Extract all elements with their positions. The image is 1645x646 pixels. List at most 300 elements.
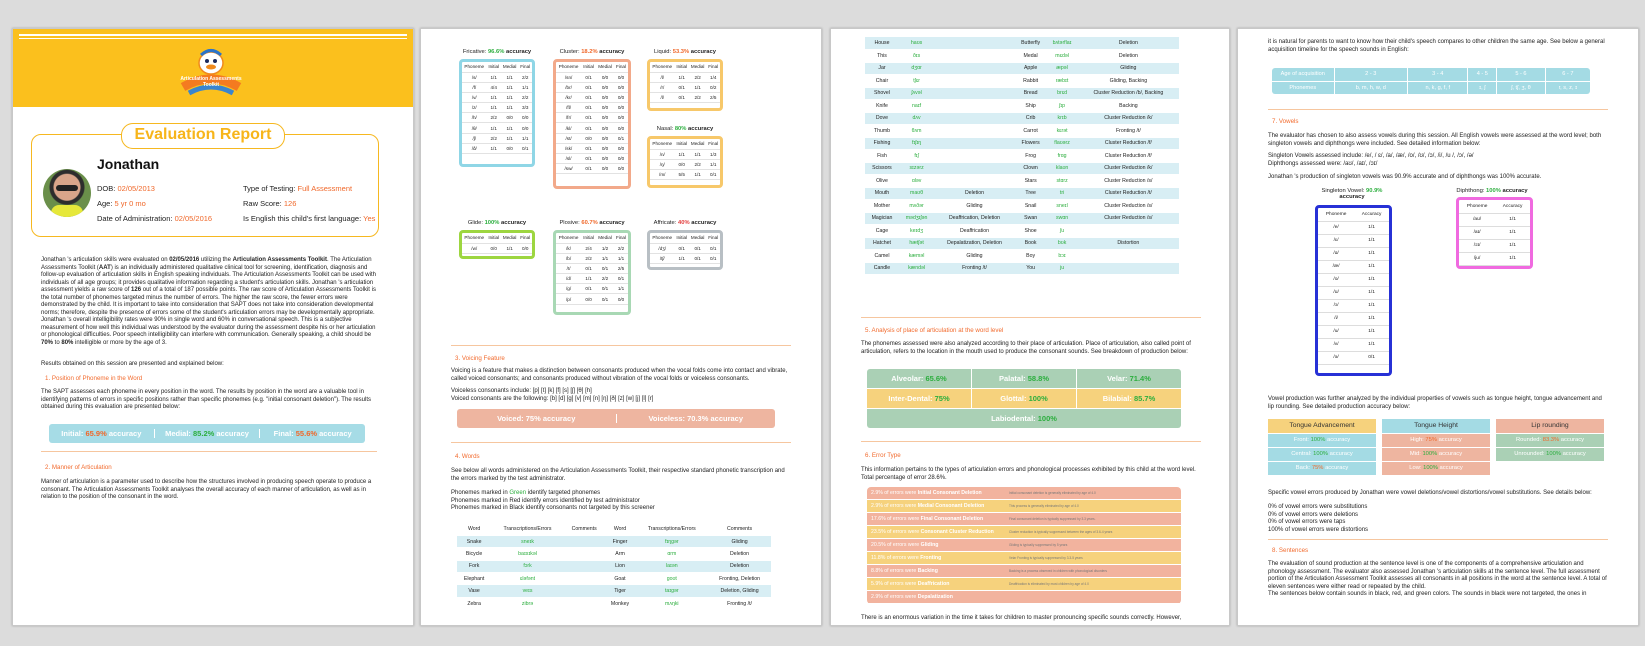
- property-acc: accuracy: [1327, 451, 1353, 457]
- table-cell: Thumb: [865, 125, 899, 138]
- table-cell: Mouth: [865, 187, 899, 200]
- legend-color-word: Green: [509, 490, 527, 496]
- place-cell: [867, 389, 971, 408]
- intro-run: Articulation Assessments Toolkit: [232, 257, 327, 263]
- acquisition-cell: r, s, z, ɪ: [1545, 81, 1590, 94]
- property-title: Tongue Advancement: [1268, 419, 1376, 433]
- tongue-advancement-table: [1268, 419, 1376, 475]
- table-cell: bʌtərflaɪ: [1046, 37, 1077, 50]
- acquisition-cell: 3 - 4: [1408, 68, 1468, 81]
- acquisition-cell: 2 - 3: [1334, 68, 1408, 81]
- table-row: [865, 125, 1179, 138]
- table-cell: 1/1: [486, 103, 500, 113]
- bar-label: Voiceless:: [648, 414, 688, 423]
- table-cell: 0/0: [596, 133, 614, 143]
- table-cell: 0/1: [674, 92, 688, 102]
- property-acc: accuracy: [1437, 451, 1463, 457]
- section-1-title: 1. Position of Phoneme in the Word: [45, 375, 143, 382]
- table-cell: [934, 50, 1015, 63]
- table-row: [865, 225, 1179, 238]
- table-cell: Rabbit: [1015, 75, 1047, 88]
- table-cell: ɑrm: [636, 548, 709, 560]
- table-cell: 2/4: [581, 243, 596, 253]
- table-cell: Dove: [865, 112, 899, 125]
- table-cell: Shoe: [1015, 225, 1047, 238]
- column-header: Medial: [689, 139, 707, 149]
- legend-item: [451, 505, 791, 513]
- legend-pre: Phonemes marked in: [451, 490, 510, 496]
- table-cell: Depalatization, Deletion: [934, 237, 1015, 250]
- place-value: 65.6%: [925, 374, 947, 383]
- table-row: [1318, 286, 1389, 299]
- table-cell: 1/1: [1354, 325, 1389, 338]
- cluster-acc: accuracy: [597, 49, 625, 55]
- error-row: [867, 590, 1181, 603]
- table-cell: Magician: [865, 212, 899, 225]
- table-row: [556, 274, 628, 284]
- table-cell: 0/0: [518, 243, 532, 253]
- table-cell: Tiger: [605, 585, 636, 597]
- acquisition-row: [1272, 81, 1590, 94]
- column-header: Initial: [674, 139, 688, 149]
- table-cell: 1/1: [501, 82, 519, 92]
- error-type-cell: [867, 513, 1005, 526]
- error-row: [867, 487, 1181, 500]
- table-cell: 1/1: [674, 72, 688, 82]
- property-label: Mid:: [1409, 451, 1423, 457]
- table-row: [865, 100, 1179, 113]
- age-value: 5 yr 0 mo: [114, 199, 146, 208]
- vowel-errors-list: [1268, 504, 1608, 534]
- table-cell: /kr/: [556, 92, 581, 102]
- property-acc: accuracy: [1437, 465, 1463, 471]
- column-header: Phoneme: [650, 62, 674, 72]
- table-cell: 0/0: [596, 154, 614, 164]
- property-acc: accuracy: [1559, 437, 1584, 443]
- table-cell: fɪʃ: [899, 150, 934, 163]
- table-row: [865, 237, 1179, 250]
- table-cell: [934, 125, 1015, 138]
- table-cell: 1/1: [486, 143, 500, 153]
- error-type: Deaffrication: [917, 580, 950, 587]
- property-row: [1382, 434, 1490, 447]
- table-cell: [934, 137, 1015, 150]
- table-row: [462, 243, 532, 253]
- error-type: Medial Consonant Deletion: [917, 503, 985, 510]
- table-cell: /sk/: [556, 143, 581, 153]
- column-header: Final: [706, 233, 720, 243]
- error-pct: 23.5% of errors were: [871, 529, 921, 536]
- table-cell: Fronting, Deletion: [708, 573, 771, 585]
- error-pct: 5.9% of errors were: [871, 580, 918, 587]
- place-value: 100%: [1028, 394, 1048, 403]
- fricative-table: [459, 59, 535, 167]
- table-cell: [934, 37, 1015, 50]
- property-label: High:: [1410, 437, 1426, 443]
- table-cell: Cluster Reduction /f/: [1078, 150, 1179, 163]
- table-cell: baɪsɪkəl: [491, 548, 564, 560]
- error-pct: 17.6% of errors were: [871, 516, 921, 523]
- header-row: [650, 139, 720, 149]
- table-cell: veɪs: [491, 585, 564, 597]
- table-cell: /ɔ/: [1318, 299, 1354, 312]
- table-cell: Deletion, Gliding: [708, 585, 771, 597]
- legend-pre: Phonemes marked in Black identify consonants not targeted by this screener: [451, 505, 655, 511]
- table-cell: Deletion: [708, 548, 771, 560]
- table-cell: klaʊn: [1046, 162, 1077, 175]
- table-cell: 0/0: [596, 123, 614, 133]
- column-header: Initial: [486, 233, 500, 243]
- table-cell: Cluster Reduction /f/: [1078, 137, 1179, 150]
- affricate-name: Affricate:: [653, 220, 678, 226]
- cluster-table: [553, 59, 631, 189]
- table-cell: Arm: [605, 548, 636, 560]
- table-cell: kæməl: [899, 250, 934, 263]
- property-value: 100%: [1310, 437, 1326, 443]
- table-cell: /ɔɪ/: [1459, 239, 1495, 252]
- property-row: [1268, 462, 1376, 475]
- table-cell: 0/0: [614, 164, 628, 174]
- table-cell: taɪgər: [636, 585, 709, 597]
- legend-post: identify errors identified by test administrator: [520, 497, 640, 504]
- table-cell: Crib: [1015, 112, 1047, 125]
- error-note: Cluster reduction is typically suppressed between the ages of 3.6-4 years: [1005, 526, 1181, 539]
- table-cell: Fronting /t/: [708, 597, 771, 609]
- table-row: [865, 200, 1179, 213]
- property-label: Rounded:: [1515, 437, 1543, 443]
- table-cell: /dʒ/: [650, 243, 674, 253]
- table-row: [1318, 312, 1389, 325]
- intro-run: out of a total of 187 possible points. The raw score of Articulation Assessments Toolkit is the total number of phonemes targeted minus the number of errors. The higher the raw score, the fewer errors were demonstrated by the child. It is important to take into consideration that SAPT does not take into consideration developmental norms; therefore, despite the presence of errors some of the student's articulation errors may be developmentally appropriate. Jonathan 's overall intelligibility rates were 90% in single word and 60% in conversational speech. This is a subjective measurement of how well this individual was understood by the evaluator during the assessment despite his or her articulation or phonological difficulties. Poor speech intelligibility can interfere with communication. Generally speaking, a child should be: [41, 287, 376, 338]
- table-cell: zibrə: [491, 597, 564, 609]
- error-type: Initial Consonant Deletion: [917, 490, 982, 497]
- table-cell: 1/4: [706, 72, 720, 82]
- fricative-pct: 96.6%: [487, 49, 505, 55]
- table-cell: /l/: [650, 72, 674, 82]
- table-cell: /fr/: [556, 113, 581, 123]
- liquid-table: [647, 59, 723, 111]
- table-cell: 0/1: [1354, 351, 1389, 364]
- affricate-acc: accuracy: [689, 220, 717, 226]
- header-row: [556, 233, 628, 243]
- table-row: [1318, 247, 1389, 260]
- error-type: Backing: [917, 567, 938, 574]
- avatar: [43, 169, 91, 217]
- table-cell: θʌm: [899, 125, 934, 138]
- bar-segment: [259, 429, 365, 438]
- section-8-title: 8. Sentences: [1272, 547, 1309, 554]
- intro-run: intelligible or more by the age of 3.: [73, 339, 167, 346]
- table-cell: 0/2: [706, 82, 720, 92]
- color-legend: [451, 490, 791, 513]
- table-row: [556, 82, 628, 92]
- table-cell: /ð/: [462, 143, 486, 153]
- table-cell: stɑrz: [1046, 175, 1077, 188]
- table-cell: Cluster Reduction /k/: [1078, 162, 1179, 175]
- table-cell: /f/: [462, 82, 486, 92]
- table-cell: 0/0: [614, 143, 628, 153]
- table-cell: dʌv: [899, 112, 934, 125]
- error-type-cell: [867, 590, 1005, 603]
- table-row: [865, 87, 1179, 100]
- table-cell: 1/1: [614, 284, 628, 294]
- table-cell: Cluster Reduction /b/, Backing: [1078, 87, 1179, 100]
- property-acc: accuracy: [1560, 451, 1586, 457]
- table-cell: 0/0: [518, 123, 532, 133]
- vowel-summary: Jonathan 's production of singleton vowels was 90.9% accurate and of diphthongs was 100% accurate.: [1268, 174, 1542, 180]
- error-note: Initial consonant deletion is generally eliminated by age of 4.0: [1005, 487, 1181, 500]
- column-header: Accuracy: [1354, 208, 1389, 221]
- liquid-title: [637, 49, 733, 55]
- table-cell: /ʊ/: [1318, 286, 1354, 299]
- table-cell: 0/0: [596, 164, 614, 174]
- table-cell: 0/0: [614, 103, 628, 113]
- column-header: Medial: [501, 62, 519, 72]
- doa-value: 02/05/2016: [174, 214, 213, 223]
- table-cell: Zebra: [457, 597, 491, 609]
- column-header: Final: [518, 233, 532, 243]
- table-cell: 1/1: [1495, 226, 1530, 239]
- column-header: Medial: [596, 62, 614, 72]
- column-header: Phoneme: [462, 62, 486, 72]
- acquisition-cell: Phonemes: [1289, 84, 1317, 91]
- table-cell: Ship: [1015, 100, 1047, 113]
- affricate-table: [647, 230, 723, 270]
- table-row: [556, 253, 628, 263]
- raw-label: Raw Score:: [243, 199, 282, 208]
- nasal-pct: 80%: [674, 126, 687, 132]
- table-cell: ɛləfənt: [491, 573, 564, 585]
- table-cell: Gliding: [1078, 62, 1179, 75]
- vowel-error-item: 0% of vowel errors were substitutions: [1268, 504, 1368, 510]
- table-cell: /ɛ/: [1318, 234, 1354, 247]
- table-cell: Tree: [1015, 187, 1047, 200]
- table-cell: Cluster Reduction /k/: [1078, 112, 1179, 125]
- table-cell: Hatchet: [865, 237, 899, 250]
- property-label: Back:: [1295, 465, 1312, 471]
- table-cell: [564, 548, 605, 560]
- table-cell: 2/2: [486, 113, 500, 123]
- table-cell: [564, 597, 605, 609]
- table-cell: Deletion: [708, 560, 771, 572]
- table-row: [1318, 325, 1389, 338]
- table-cell: 0/1: [581, 92, 596, 102]
- table-cell: laɪən: [636, 560, 709, 572]
- table-cell: 0/0: [596, 72, 614, 82]
- table-row: [650, 243, 720, 253]
- diphthong-acc: accuracy: [1500, 188, 1528, 194]
- legend-post: identify targeted phonemes: [526, 490, 601, 496]
- diphthong-table: [1456, 197, 1533, 269]
- table-cell: keɪdʒ: [899, 225, 934, 238]
- words-table-page-2: [457, 523, 771, 610]
- table-row: [462, 103, 532, 113]
- table-cell: 1/1: [1354, 273, 1389, 286]
- property-row: [1382, 448, 1490, 461]
- section-3-title: 3. Voicing Feature: [455, 355, 505, 362]
- table-cell: 1/1: [1495, 239, 1530, 252]
- age-label: Age:: [97, 199, 113, 208]
- logo-text: Articulation Assessments Toolkit: [180, 76, 242, 88]
- column-header: Initial: [674, 62, 688, 72]
- table-cell: 0/1: [581, 284, 596, 294]
- table-cell: /sl/: [556, 154, 581, 164]
- table-cell: 1/1: [689, 82, 707, 92]
- error-type-cell: [867, 539, 1005, 552]
- column-header: Phoneme: [650, 139, 674, 149]
- error-type-cell: [867, 577, 1005, 590]
- table-cell: [934, 150, 1015, 163]
- table-cell: hætʃət: [899, 237, 934, 250]
- table-cell: /ʌ/: [1318, 338, 1354, 351]
- section-2-text: Manner of articulation is a parameter used to describe how the structures involved in producing speech operate to produce a consonant. The Articulation Assessments Toolkit analyses the overall accuracy of each manner of articulation, as well as in relation to the position of the consonant in the word.: [41, 479, 372, 500]
- column-header: Comments: [564, 523, 605, 535]
- section-1-text: The SAPT assesses each phoneme in every position in the word. The results by position in the word are a valuable tool in identifying patterns of errors in specific positions rather than specific phonemes (e.g. "initial consonant deletion"). The results obtained during this evaluation are presented below:: [41, 389, 371, 410]
- table-cell: [934, 87, 1015, 100]
- table-cell: Butterfly: [1015, 37, 1047, 50]
- header-row: [556, 62, 628, 72]
- table-cell: 0/0: [596, 113, 614, 123]
- column-header: Initial: [581, 62, 596, 72]
- table-cell: 1/1: [614, 253, 628, 263]
- english-value: Yes: [363, 214, 376, 223]
- table-cell: [934, 112, 1015, 125]
- error-note: Final consonant deletion is typically suppressed by 3.3 years.: [1005, 513, 1181, 526]
- table-cell: 1/2: [596, 243, 614, 253]
- header-row: [462, 233, 532, 243]
- error-type-cell: [867, 526, 1005, 539]
- table-cell: maʊθ: [899, 187, 934, 200]
- table-cell: 1/1: [501, 92, 519, 102]
- report-title: Evaluation Report: [121, 123, 285, 149]
- table-cell: 0/1: [581, 82, 596, 92]
- table-cell: 1/1: [1354, 299, 1389, 312]
- table-cell: [1078, 250, 1179, 263]
- type-value: Full Assessment: [297, 184, 353, 193]
- table-cell: 1/1: [501, 123, 519, 133]
- table-cell: Flowers: [1015, 137, 1047, 150]
- plosive-pct: 60.7%: [581, 220, 598, 226]
- table-cell: kændəl: [899, 262, 934, 275]
- table-cell: /t/: [556, 263, 581, 273]
- property-row: [1268, 434, 1376, 447]
- nasal-acc: accuracy: [686, 126, 714, 132]
- table-cell: ʃɪp: [1046, 100, 1077, 113]
- section-5-text: The phonemes assessed were also analyzed according to their place of articulation. Place of articulation, also called point of articulation, refers to the location in the mouth used to produce the consonant sounds. See breakdown of production below:: [861, 341, 1191, 355]
- table-cell: swɑn: [1046, 212, 1077, 225]
- table-row: [556, 154, 628, 164]
- table-row: [457, 573, 771, 585]
- column-header: Phoneme: [556, 233, 581, 243]
- table-cell: tʃɛr: [899, 75, 934, 88]
- column-header: Final: [614, 233, 628, 243]
- table-cell: /fl/: [556, 103, 581, 113]
- header-row: [457, 523, 771, 535]
- error-type: Consonant Cluster Reduction: [920, 529, 994, 536]
- vowel-properties-text: Vowel production was further analyzed by the individual properties of vowels such as tongue height, tongue advancement and lip rounding. See detailed production accuracy below:: [1268, 396, 1602, 410]
- table-cell: /ɑ/: [1318, 247, 1354, 260]
- position-accuracy-bar: [49, 424, 365, 443]
- bar-value: 85.2%: [193, 429, 215, 438]
- table-cell: /aʊ/: [1459, 213, 1495, 226]
- table-cell: /br/: [556, 82, 581, 92]
- bar-suffix: accuracy: [106, 429, 142, 438]
- table-cell: Gliding, Backing: [1078, 75, 1179, 88]
- error-pct: 2.9% of errors were: [871, 503, 918, 510]
- bar-label: Final:: [273, 429, 296, 438]
- column-header: Phoneme: [650, 233, 674, 243]
- table-cell: 1/1: [674, 253, 688, 263]
- logo: [171, 43, 251, 101]
- table-cell: /n/: [650, 149, 674, 159]
- affricate-pct: 40%: [678, 220, 690, 226]
- acquisition-cell: b, m, h, w, d: [1334, 81, 1408, 94]
- table-cell: 1/1: [1354, 247, 1389, 260]
- dob-value: 02/05/2013: [117, 184, 155, 193]
- place-label: Labiodental:: [991, 414, 1038, 423]
- table-cell: 0/1: [614, 274, 628, 284]
- table-cell: /kl/: [556, 123, 581, 133]
- table-cell: 2/2: [614, 243, 628, 253]
- table-cell: /o/: [1318, 273, 1354, 286]
- diphthong-name: Diphthong:: [1456, 188, 1487, 194]
- table-row: [462, 143, 532, 153]
- table-cell: 0/1: [581, 123, 596, 133]
- singleton-name: Singleton Vowel:: [1321, 188, 1367, 194]
- column-header: Medial: [596, 233, 614, 243]
- table-cell: 0/0: [614, 294, 628, 304]
- error-pct: 11.8% of errors were: [871, 554, 921, 561]
- table-cell: 0/0: [674, 159, 688, 169]
- property-acc: accuracy: [1323, 465, 1349, 471]
- table-cell: 0/1: [596, 263, 614, 273]
- table-row: [462, 82, 532, 92]
- column-header: Accuracy: [1495, 200, 1530, 213]
- acquisition-cell: 4 - 5: [1468, 68, 1497, 81]
- section-3-text: Voicing is a feature that makes a distinction between consonants produced when the vocal folds come into contact and vibrate, called voiced consonants; and consonants produced without vibration of the vocal folds or voiceless consonants.: [451, 368, 788, 382]
- table-cell: Cluster Reduction /s/: [1078, 200, 1179, 213]
- table-cell: [1078, 225, 1179, 238]
- table-row: [1318, 351, 1389, 364]
- table-cell: mʌŋki: [636, 597, 709, 609]
- table-cell: Camel: [865, 250, 899, 263]
- table-cell: /æ/: [1318, 260, 1354, 273]
- table-row: [865, 212, 1179, 225]
- table-cell: /tʃ/: [650, 253, 674, 263]
- table-cell: Fish: [865, 150, 899, 163]
- table-row: [1318, 260, 1389, 273]
- results-intro: Results obtained on this session are presented and explained below:: [41, 361, 224, 367]
- bar-suffix: accuracy: [708, 414, 744, 423]
- error-note: This process is generally eliminated by age of 4.0: [1005, 500, 1181, 513]
- nasal-table: [647, 136, 723, 188]
- bar-segment: [616, 414, 776, 423]
- table-cell: 0/1: [581, 164, 596, 174]
- table-cell: 1/1: [1354, 234, 1389, 247]
- table-cell: Book: [1015, 237, 1047, 250]
- table-cell: 0/0: [614, 72, 628, 82]
- property-title: Tongue Height: [1382, 419, 1490, 433]
- table-cell: dʒɑr: [899, 62, 934, 75]
- table-cell: Deaffrication: [934, 225, 1015, 238]
- section-4-text: See below all words administered on the Articulation Assessments Toolkit, their respective standard phonetic transcription and the errors marked by the test administrator.: [451, 468, 785, 482]
- table-cell: /d/: [556, 274, 581, 284]
- column-header: Final: [614, 62, 628, 72]
- table-cell: Chair: [865, 75, 899, 88]
- bar-label: Voiced:: [497, 414, 526, 423]
- table-cell: 0/1: [581, 154, 596, 164]
- property-label: Front:: [1293, 437, 1311, 443]
